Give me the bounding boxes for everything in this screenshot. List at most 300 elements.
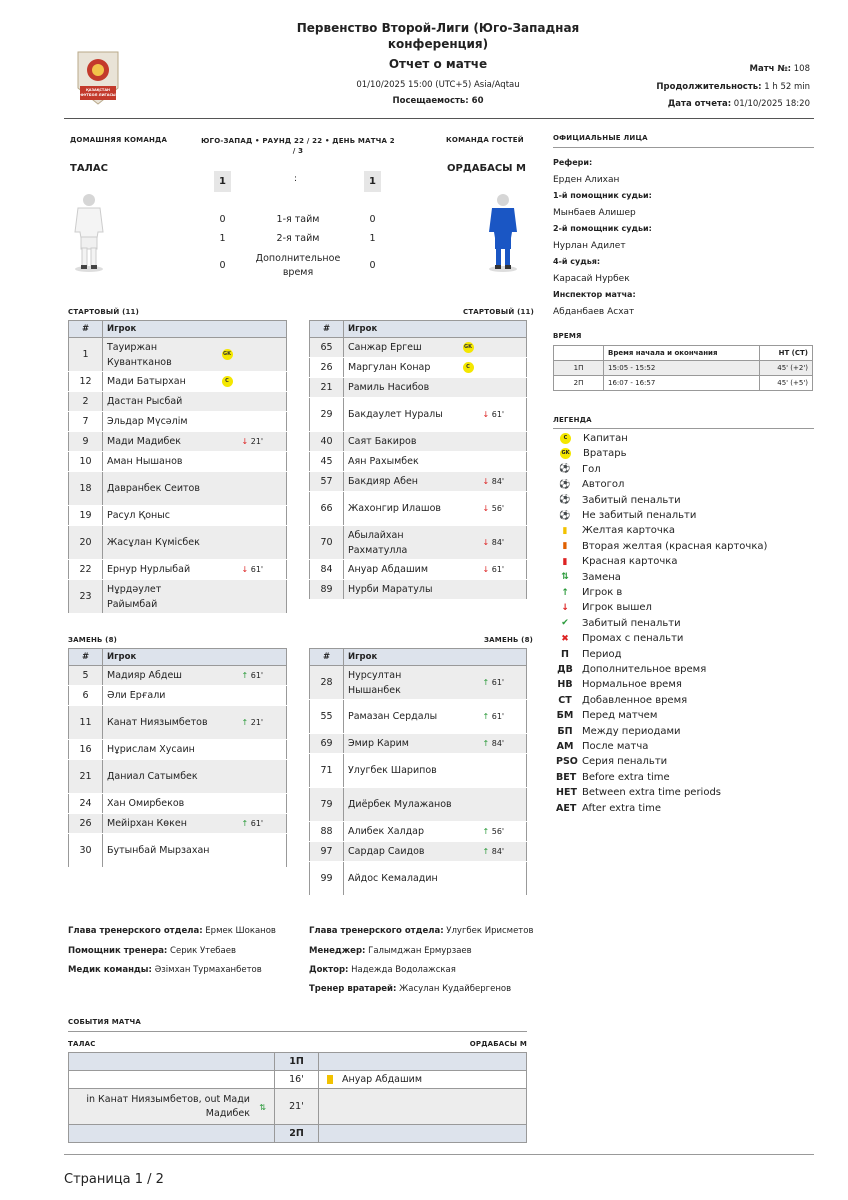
legend-label: After extra time <box>582 802 662 814</box>
player-name: Әли Ерғали <box>103 686 218 706</box>
legend-item <box>556 677 682 692</box>
table-row <box>310 862 527 896</box>
official-role: 2-й помощник судьи: <box>553 224 652 233</box>
player-events <box>459 432 527 452</box>
col-player: Игрок <box>344 649 527 666</box>
event-minute: 21' <box>248 437 264 446</box>
legend-item <box>556 770 670 785</box>
player-out-icon: ↓ <box>482 565 490 574</box>
table-row <box>69 526 287 560</box>
home-staff-0: Глава тренерского отдела: Ермек Шоканов <box>68 926 276 936</box>
officials-list <box>553 155 652 320</box>
player-name: Расул Қоныс <box>103 506 218 526</box>
official-name: Нурлан Адилет <box>553 240 626 251</box>
player-number: 23 <box>69 580 103 614</box>
home-label: ДОМАШНЯЯ КОМАНДА <box>70 136 168 144</box>
player-number: 66 <box>310 492 344 526</box>
player-in-icon: ↑ <box>482 847 490 856</box>
away-score: 1 <box>364 171 381 192</box>
away-label: КОМАНДА ГОСТЕЙ <box>446 136 524 144</box>
event-minute: 61' <box>489 678 505 687</box>
goalkeeper-icon: GK <box>463 342 474 353</box>
player-events <box>218 686 287 706</box>
player-out-icon: ↓ <box>482 538 490 547</box>
table-row <box>69 338 287 372</box>
legend-symbol-icon: АМ <box>556 741 574 752</box>
player-events <box>459 398 527 432</box>
player-name: Бакдаулет Нуралы <box>344 398 459 432</box>
player-number: 5 <box>69 666 103 686</box>
player-out-icon: ↓ <box>482 477 490 486</box>
legend-symbol-icon: ▮ <box>562 556 568 567</box>
legend-symbol-icon: БП <box>557 725 573 737</box>
player-name: Аман Нышанов <box>103 452 218 472</box>
away-subs-label: ЗАМЕНЬ (8) <box>484 636 534 644</box>
duration: Продолжительность: 1 h 52 min <box>656 82 810 92</box>
player-events <box>218 392 287 412</box>
player-name: Рамиль Насибов <box>344 378 459 398</box>
event-minute: 61' <box>489 565 505 574</box>
table-row <box>69 372 287 392</box>
player-events <box>218 452 287 472</box>
captain-icon: C <box>463 362 474 373</box>
player-number: 88 <box>310 822 344 842</box>
legend-symbol-icon: HET <box>556 787 577 799</box>
legend-label: Before extra time <box>582 771 670 783</box>
event-minute: 61' <box>489 712 505 721</box>
legend-label: Нормальное время <box>582 679 682 691</box>
time-period: 1П <box>554 361 604 376</box>
player-name: Маргулан Конар <box>344 358 459 378</box>
table-row <box>69 834 287 868</box>
legend-symbol-icon: СТ <box>558 694 572 706</box>
player-name: Дастан Рысбай <box>103 392 218 412</box>
col-number: # <box>69 321 103 338</box>
time-range: 16:07 - 16:57 <box>604 376 760 391</box>
home-kit-icon <box>72 190 106 277</box>
home-staff-1: Помощник тренера: Серик Утебаев <box>68 946 237 956</box>
event-minute: 21' <box>248 718 264 727</box>
player-name: Эльдар Мүсәлім <box>103 412 218 432</box>
legend-symbol-icon: НВ <box>557 679 573 691</box>
player-number: 28 <box>310 666 344 700</box>
legend-symbol-icon: ▮ <box>562 525 568 536</box>
legend-item <box>556 570 621 585</box>
legend-symbol-icon: AET <box>556 802 577 814</box>
event-away-cell <box>319 1071 527 1089</box>
table-row <box>310 378 527 398</box>
player-number: 40 <box>310 432 344 452</box>
player-number: 22 <box>69 560 103 580</box>
legend-item <box>556 493 681 508</box>
player-events <box>218 814 287 834</box>
col-number: # <box>310 321 344 338</box>
legend-label: После матча <box>582 741 649 752</box>
table-row <box>69 452 287 472</box>
player-name: Жахонгир Илашов <box>344 492 459 526</box>
table-row <box>310 700 527 734</box>
player-name: Нурби Маратулы <box>344 580 459 600</box>
player-in-icon: ↑ <box>482 739 490 748</box>
player-number: 21 <box>310 378 344 398</box>
player-events <box>459 378 527 398</box>
table-row <box>310 338 527 358</box>
player-name: Улугбек Шарипов <box>344 754 459 788</box>
legend-item <box>556 647 622 662</box>
table-row <box>310 398 527 432</box>
player-events <box>459 666 527 700</box>
legend-item <box>556 462 601 477</box>
table-row <box>69 412 287 432</box>
time-col-start: Время начала и окончания <box>604 346 760 361</box>
home-score: 1 <box>214 171 231 192</box>
captain-icon: C <box>222 376 233 387</box>
legend-label: Вратарь <box>583 448 627 460</box>
home-start-label: СТАРТОВЫЙ (11) <box>68 308 140 316</box>
legend-label: Забитый пенальти <box>582 617 681 629</box>
legend-symbol-icon: PSO <box>556 756 578 768</box>
table-row <box>69 432 287 452</box>
player-number: 1 <box>69 338 103 372</box>
event-minute: 56' <box>489 827 505 836</box>
legend-item <box>556 801 661 816</box>
player-number: 2 <box>69 392 103 412</box>
legend-item <box>556 754 667 769</box>
player-events <box>218 472 287 506</box>
legend-label: Желтая карточка <box>582 525 675 537</box>
et-home: 0 <box>219 260 226 271</box>
legend-label: Серия пенальти <box>582 756 668 768</box>
round-info: ЮГО-ЗАПАД • РАУНД 22 / 22 • ДЕНЬ МАТЧА 2 / 3 <box>201 137 395 155</box>
table-row <box>69 760 287 794</box>
time-period: 2П <box>554 376 604 391</box>
player-events <box>459 560 527 580</box>
away-subs-table <box>309 648 527 896</box>
away-staff-2: Доктор: Надежда Водолажская <box>309 965 456 975</box>
player-number: 69 <box>310 734 344 754</box>
events-away-team: ОРДАБАСЫ М <box>469 1040 527 1048</box>
player-number: 89 <box>310 580 344 600</box>
player-in-icon: ↑ <box>482 678 490 687</box>
event-minute: 61' <box>489 410 505 419</box>
player-number: 19 <box>69 506 103 526</box>
match-datetime: 01/10/2025 15:00 (UTC+5) Asia/Aqtau <box>356 80 520 90</box>
legend-item <box>556 631 683 646</box>
legend-symbol-icon: ✖ <box>561 633 569 644</box>
table-row <box>310 358 527 378</box>
attendance: Посещаемость: 60 <box>392 96 484 106</box>
p2-home: 1 <box>219 233 226 244</box>
player-number: 21 <box>69 760 103 794</box>
legend-item <box>556 523 675 538</box>
player-number: 9 <box>69 432 103 452</box>
legend-label: Дополнительное время <box>582 664 707 675</box>
player-name: Жасұлан Күмісбек <box>103 526 218 560</box>
player-name: Нұрдәулет Райымбай <box>103 580 218 614</box>
away-staff-3: Тренер вратарей: Жасулан Кудайбергенов <box>309 984 512 994</box>
events-divider <box>68 1031 527 1032</box>
player-events <box>218 794 287 814</box>
player-events <box>218 666 287 686</box>
player-number: 70 <box>310 526 344 560</box>
p2-away: 1 <box>369 233 376 244</box>
player-in-icon: ↑ <box>241 819 249 828</box>
table-row <box>69 814 287 834</box>
events-title: СОБЫТИЯ МАТЧА <box>68 1018 141 1026</box>
table-row <box>310 822 527 842</box>
legend-symbol-icon: ⚽ <box>559 464 571 475</box>
player-number: 26 <box>310 358 344 378</box>
legend-item <box>556 600 652 615</box>
et-away: 0 <box>369 260 376 271</box>
table-row <box>69 506 287 526</box>
player-number: 71 <box>310 754 344 788</box>
player-number: 18 <box>69 472 103 506</box>
event-minute: 61' <box>248 819 264 828</box>
player-events <box>218 560 287 580</box>
player-name: Абылайхан Рахматулла <box>344 526 459 560</box>
legend-label: Гол <box>582 463 601 475</box>
events-home-team: ТАЛАС <box>68 1040 96 1048</box>
home-subs-table <box>68 648 287 868</box>
table-row <box>69 686 287 706</box>
player-events <box>459 822 527 842</box>
legend-label: Вторая желтая (красная карточка) <box>582 540 768 552</box>
legend-symbol-icon: ⚽ <box>559 495 571 506</box>
player-name: Мадияр Абдеш <box>103 666 218 686</box>
event-minute: 84' <box>489 847 505 856</box>
player-name: Даниал Сатымбек <box>103 760 218 794</box>
legend-symbol-icon: GK <box>560 448 571 459</box>
legend-label: Между периодами <box>582 725 681 737</box>
player-name: Нурсултан Нышанбек <box>344 666 459 700</box>
substitution-icon: ⇅ <box>259 1103 266 1112</box>
legend-label: Промах с пенальти <box>582 633 684 645</box>
col-player: Игрок <box>103 649 287 666</box>
player-events <box>459 472 527 492</box>
legend-label: Не забитый пенальти <box>582 510 697 521</box>
event-minute: 84' <box>489 477 505 486</box>
player-number: 6 <box>69 686 103 706</box>
home-starting-table <box>68 320 287 614</box>
legend-symbol-icon: БМ <box>556 710 574 722</box>
col-player: Игрок <box>344 321 527 338</box>
league-title: Первенство Второй-Лиги (Юго-Западная конференция) <box>296 21 580 51</box>
player-in-icon: ↑ <box>482 712 490 721</box>
events-period-1: 1П <box>275 1053 319 1071</box>
p1-home: 0 <box>219 214 226 225</box>
home-staff-2: Медик команды: Әзімхан Турмаханбетов <box>68 965 262 975</box>
player-name: Хан Омирбеков <box>103 794 218 814</box>
player-name: Канат Ниязымбетов <box>103 706 218 740</box>
legend-item <box>556 539 767 554</box>
official-role: Рефери: <box>553 158 593 167</box>
legend-label: Красная карточка <box>582 556 678 568</box>
table-row <box>310 560 527 580</box>
player-events <box>459 788 527 822</box>
time-ht: 45' (+5') <box>760 376 813 391</box>
legend-symbol-icon: ⚽ <box>559 479 571 490</box>
official-name: Карасай Нурбек <box>553 273 630 284</box>
player-number: 65 <box>310 338 344 358</box>
legend-item <box>556 585 622 600</box>
goalkeeper-icon: GK <box>222 349 233 360</box>
legend-label: Капитан <box>583 433 628 444</box>
away-kit-icon <box>486 190 520 277</box>
table-row <box>69 666 287 686</box>
away-staff-0: Глава тренерского отдела: Улугбек Ирисметов <box>309 926 534 936</box>
player-name: Ернур Нурлыбай <box>103 560 218 580</box>
event-minute: 84' <box>489 538 505 547</box>
officials-divider <box>553 147 814 148</box>
player-number: 20 <box>69 526 103 560</box>
player-number: 7 <box>69 412 103 432</box>
player-name: Эмир Карим <box>344 734 459 754</box>
player-name: Санжар Ергеш <box>344 338 459 358</box>
player-name: Айдос Кемаладин <box>344 862 459 896</box>
player-out-icon: ↓ <box>241 565 249 574</box>
event-minute: 61' <box>248 565 264 574</box>
col-player: Игрок <box>103 321 287 338</box>
table-row <box>69 740 287 760</box>
player-out-icon: ↓ <box>241 437 249 446</box>
legend-symbol-icon: ⇅ <box>561 572 569 583</box>
player-number: 26 <box>69 814 103 834</box>
time-col-ht: HT (CT) <box>760 346 813 361</box>
player-number: 16 <box>69 740 103 760</box>
player-events <box>459 842 527 862</box>
event-player: Ануар Абдашим <box>342 1074 423 1085</box>
legend-symbol-icon: ⚽ <box>559 510 571 521</box>
player-in-icon: ↑ <box>241 671 249 680</box>
away-team-name: ОРДАБАСЫ М <box>447 163 526 174</box>
player-number: 99 <box>310 862 344 896</box>
player-events <box>218 706 287 740</box>
legend-label: Перед матчем <box>582 710 658 722</box>
legend-item <box>556 616 681 631</box>
player-events <box>459 452 527 472</box>
official-role: 4-й судья: <box>553 257 601 266</box>
table-row <box>310 788 527 822</box>
time-table <box>553 345 813 391</box>
legend-label: Автогол <box>582 479 625 491</box>
legend-symbol-icon: C <box>560 433 571 444</box>
score-separator: : <box>294 174 298 184</box>
table-row <box>310 526 527 560</box>
table-row <box>310 580 527 600</box>
legend-item <box>556 431 628 446</box>
legend-item <box>556 554 677 569</box>
player-number: 12 <box>69 372 103 392</box>
report-date: Дата отчета: 01/10/2025 18:20 <box>667 99 810 109</box>
legend-symbol-icon: ↓ <box>561 602 569 613</box>
player-events <box>218 506 287 526</box>
yellow-card-icon <box>327 1075 333 1084</box>
player-number: 24 <box>69 794 103 814</box>
player-out-icon: ↓ <box>482 504 490 513</box>
legend-symbol-icon: BET <box>556 771 577 783</box>
legend-item <box>556 708 657 723</box>
legend-item <box>556 508 696 523</box>
table-row <box>69 560 287 580</box>
player-events <box>218 580 287 614</box>
event-minute: 56' <box>489 504 505 513</box>
legend-symbol-icon: ✔ <box>561 618 569 629</box>
player-events <box>459 734 527 754</box>
table-row <box>310 666 527 700</box>
legend-label: Добавленное время <box>582 694 688 706</box>
official-role: 1-й помощник судьи: <box>553 191 652 200</box>
player-name: Мади Мадибек <box>103 432 218 452</box>
player-events <box>459 862 527 896</box>
player-number: 10 <box>69 452 103 472</box>
player-events <box>218 372 287 392</box>
time-title: ВРЕМЯ <box>553 332 582 340</box>
time-range: 15:05 - 15:52 <box>604 361 760 376</box>
table-row <box>69 580 287 614</box>
player-name: Алибек Халдар <box>344 822 459 842</box>
legend-symbol-icon: ▮ <box>562 541 568 552</box>
event-minute: 21' <box>275 1089 319 1125</box>
player-out-icon: ↓ <box>482 410 490 419</box>
away-staff-1: Менеджер: Галымджан Ермурзаев <box>309 946 472 956</box>
event-sub-text: in Канат Ниязымбетов, out Мади Мадибек <box>86 1093 250 1119</box>
player-in-icon: ↑ <box>482 827 490 836</box>
player-events <box>459 358 527 378</box>
player-name: Нұрислам Хусаин <box>103 740 218 760</box>
officials-title: ОФИЦИАЛЬНЫЕ ЛИЦА <box>553 134 648 142</box>
player-name: Аян Рахымбек <box>344 452 459 472</box>
player-name: Сардар Саидов <box>344 842 459 862</box>
table-row <box>69 472 287 506</box>
player-number: 11 <box>69 706 103 740</box>
player-name: Бакдияр Абен <box>344 472 459 492</box>
official-role: Инспектор матча: <box>553 290 636 299</box>
player-name: Тауиржан Кувантканов <box>103 338 218 372</box>
table-row <box>310 432 527 452</box>
player-name: Саят Бакиров <box>344 432 459 452</box>
legend-title: ЛЕГЕНДА <box>553 416 592 424</box>
table-row <box>310 734 527 754</box>
player-events <box>218 412 287 432</box>
player-events <box>459 580 527 600</box>
player-name: Мейірхан Көкен <box>103 814 218 834</box>
legend-label: Замена <box>582 571 621 583</box>
home-team-name: ТАЛАС <box>70 163 108 174</box>
events-period-2: 2П <box>275 1125 319 1143</box>
report-subtitle: Отчет о матче <box>388 57 488 71</box>
logo-text: ҚАЗАҚСТАН ФУТБОЛ ЛИГАСЫ <box>80 88 116 97</box>
player-events <box>218 432 287 452</box>
col-number: # <box>69 649 103 666</box>
legend-label: Игрок вышел <box>582 602 652 614</box>
event-minute: 16' <box>275 1071 319 1089</box>
table-row <box>310 452 527 472</box>
player-number: 29 <box>310 398 344 432</box>
away-start-label: СТАРТОВЫЙ (11) <box>463 308 535 316</box>
player-number: 45 <box>310 452 344 472</box>
event-minute: 61' <box>248 671 264 680</box>
player-events <box>218 834 287 868</box>
player-events <box>218 526 287 560</box>
legend-symbol-icon: ДВ <box>557 664 573 675</box>
table-row <box>69 706 287 740</box>
p1-label: 1-я тайм <box>276 214 320 225</box>
legend-label: Период <box>582 648 622 660</box>
col-number: # <box>310 649 344 666</box>
official-name: Ерден Алихан <box>553 174 620 185</box>
player-events <box>218 760 287 794</box>
